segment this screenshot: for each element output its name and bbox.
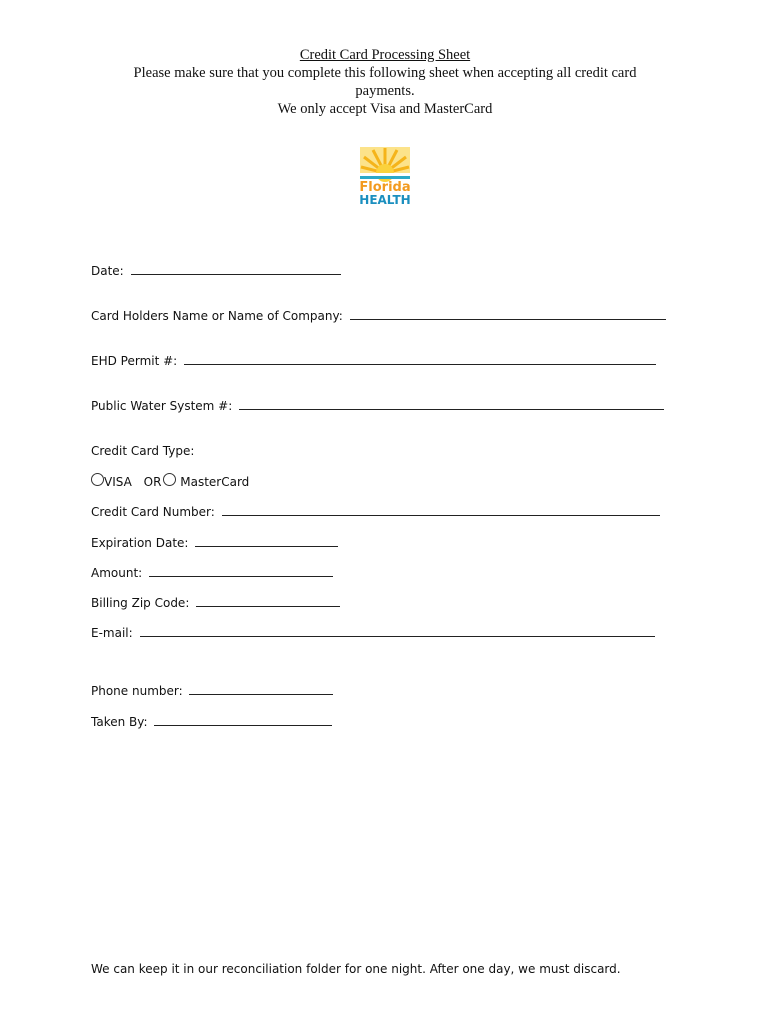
card-number-input[interactable] — [222, 503, 660, 516]
card-type-options — [91, 473, 249, 490]
intro-text: Please make sure that you complete this following sheet when accepting all credit card payments. — [133, 65, 637, 99]
taken-by-field — [91, 713, 332, 730]
email-field — [91, 624, 655, 641]
sun-icon — [360, 147, 410, 182]
ehd-permit-input[interactable] — [184, 352, 656, 365]
amount-input[interactable] — [149, 564, 333, 577]
zip-field — [91, 594, 340, 611]
mastercard-label: MasterCard — [180, 475, 250, 489]
water-system-field — [91, 397, 664, 414]
email-label: E-mail: — [91, 626, 133, 640]
name-label: Card Holders Name or Name of Company: — [91, 309, 343, 323]
expiration-input[interactable] — [195, 534, 338, 547]
card-type-heading — [91, 443, 194, 459]
taken-by-label: Taken By: — [91, 715, 148, 729]
amount-label: Amount: — [91, 566, 143, 580]
document-header — [0, 46, 770, 118]
date-input[interactable] — [131, 262, 341, 275]
card-number-label: Credit Card Number: — [91, 505, 215, 519]
footer-note: We can keep it in our reconciliation folder for one night. After one day, we must discard. — [91, 962, 621, 976]
expiration-field — [91, 534, 338, 551]
visa-radio[interactable] — [91, 473, 104, 486]
date-field — [91, 262, 341, 279]
or-label: OR — [143, 475, 162, 489]
ehd-permit-label: EHD Permit #: — [91, 354, 178, 368]
date-label: Date: — [91, 264, 124, 278]
phone-label: Phone number: — [91, 684, 183, 698]
logo-health-text: HEALTH — [359, 193, 411, 207]
florida-health-logo — [357, 145, 413, 207]
taken-by-input[interactable] — [154, 713, 332, 726]
phone-input[interactable] — [189, 682, 333, 695]
card-number-field — [91, 503, 660, 520]
ehd-permit-field — [91, 352, 656, 369]
logo-florida-text: Florida — [359, 180, 411, 195]
visa-label: VISA — [104, 475, 132, 489]
expiration-label: Expiration Date: — [91, 536, 189, 550]
page-title: Credit Card Processing Sheet — [299, 47, 471, 63]
zip-input[interactable] — [196, 594, 340, 607]
mastercard-radio[interactable] — [163, 473, 176, 486]
phone-field — [91, 682, 333, 699]
water-system-label: Public Water System #: — [91, 399, 233, 413]
amount-field — [91, 564, 333, 581]
name-field — [91, 307, 666, 324]
water-system-input[interactable] — [239, 397, 664, 410]
zip-label: Billing Zip Code: — [91, 596, 190, 610]
name-input[interactable] — [350, 307, 666, 320]
card-type-label: Credit Card Type: — [91, 444, 195, 458]
accept-note: We only accept Visa and MasterCard — [277, 101, 493, 117]
email-input[interactable] — [140, 624, 655, 637]
